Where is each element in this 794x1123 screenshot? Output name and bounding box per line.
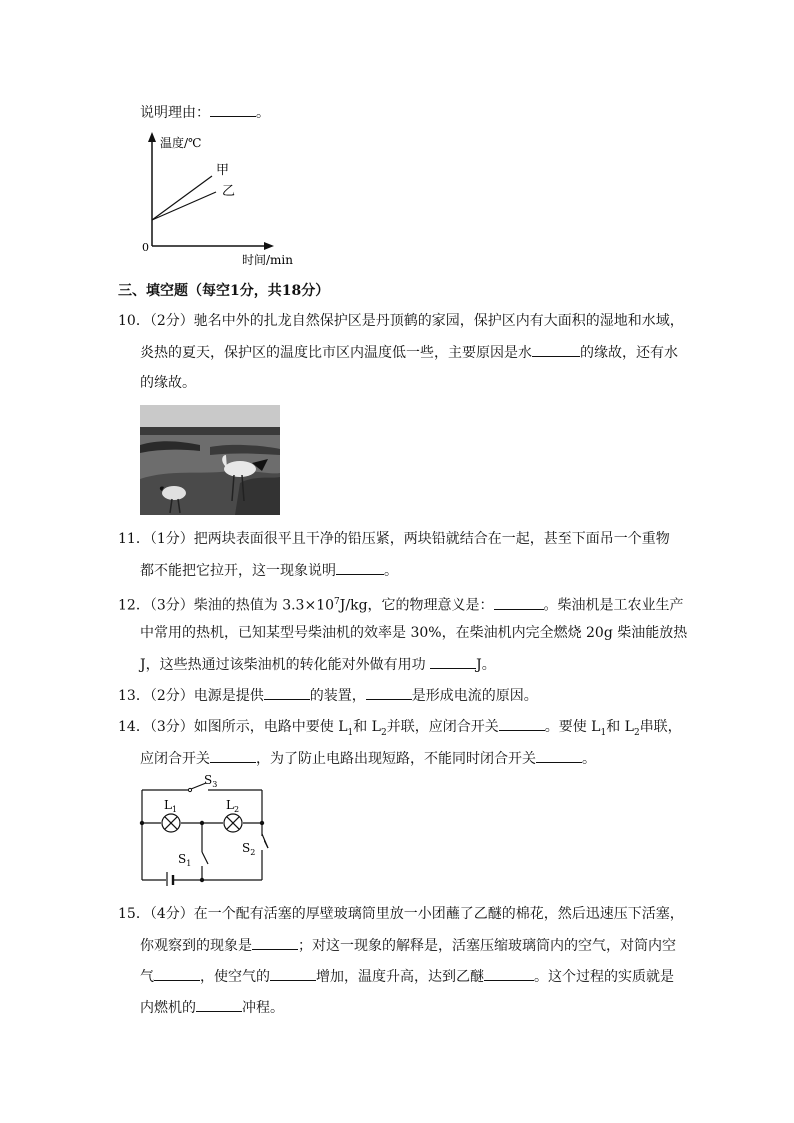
answer-blank xyxy=(499,716,545,731)
l1-label: $L_1$ xyxy=(164,798,178,814)
question-12-line-3: J，这些热通过该柴油机的转化能对外做有用功 J。 xyxy=(140,654,496,675)
question-10-line-3: 的缘故。 xyxy=(140,375,196,391)
s3-label: $S_3$ xyxy=(204,774,218,789)
series-label-jia: 甲 xyxy=(216,163,230,178)
question-14-line-2: 应闭合开关 ，为了防止电路出现短路，不能同时闭合开关 。 xyxy=(140,748,596,769)
question-14-line-1: 14．（3分）如图所示，电路中要使 $L_1$和 $L_2$并联，应闭合开关 。要使 $L_1$和 $L_2$串联， xyxy=(118,716,682,743)
crane-photo xyxy=(140,405,280,515)
question-15-line-4: 内燃机的 冲程。 xyxy=(140,997,284,1018)
question-15-line-1: 15．（4分）在一个配有活塞的厚壁玻璃筒里放一小团蘸了乙醚的棉花，然后迅速压下活塞， xyxy=(118,906,684,922)
s1-label: $S_1$ xyxy=(178,852,192,868)
l2-label: $L_2$ xyxy=(226,798,240,814)
answer-blank xyxy=(430,654,476,669)
intro-line: 说明理由： 。 xyxy=(140,102,270,123)
question-10-line-1: 10．（2分）驰名中外的扎龙自然保护区是丹顶鹤的家园，保护区内有大面积的湿地和水域， xyxy=(118,313,684,329)
answer-blank xyxy=(366,685,412,700)
crane-body-small xyxy=(162,486,186,500)
series-label-yi: 乙 xyxy=(222,184,236,199)
answer-blank xyxy=(270,966,316,981)
question-12-line-2: 中常用的热机，已知某型号柴油机的效率是 30%，在柴油机内完全燃烧 20g 柴油能放热 xyxy=(140,625,688,641)
question-11-line-1: 11．（1分）把两块表面很平且干净的铅压紧，两块铅就结合在一起，甚至下面吊一个重物 xyxy=(118,531,670,547)
question-15-line-2: 你观察到的现象是 ；对这一现象的解释是，活塞压缩玻璃筒内的空气，对筒内空 xyxy=(140,935,676,956)
y-axis-arrow xyxy=(148,132,156,142)
question-score: （2分） xyxy=(149,313,194,329)
answer-blank xyxy=(484,966,534,981)
question-number: 12． xyxy=(118,597,150,614)
x-axis-arrow xyxy=(264,242,274,250)
question-score: （1分） xyxy=(149,531,194,547)
question-12-line-1: 12．（3分）柴油的热值为 $3.3\times 10^7J/kg$，它的物理意义是： 。柴油机是工农业生产 xyxy=(118,592,684,616)
question-number: 13． xyxy=(118,688,150,704)
intro-text: 说明理由： xyxy=(140,105,210,121)
question-number: 10． xyxy=(118,313,150,329)
question-11-line-2: 都不能把它拉开，这一现象说明 。 xyxy=(140,560,398,581)
answer-blank xyxy=(536,748,582,763)
answer-blank xyxy=(336,560,384,575)
circuit-diagram xyxy=(136,774,276,886)
temperature-time-graph xyxy=(130,130,310,270)
question-score: （2分） xyxy=(149,688,194,704)
question-15-line-3: 气 ，使空气的 增加，温度升高，达到乙醚 。这个过程的实质就是 xyxy=(140,966,674,987)
question-10-line-2: 炎热的夏天，保护区的温度比市区内温度低一些，主要原因是水 的缘故，还有水 xyxy=(140,342,678,363)
answer-blank xyxy=(532,342,580,357)
question-13-line-1: 13．（2分）电源是提供 的装置， 是形成电流的原因。 xyxy=(118,685,538,706)
question-score: （4分） xyxy=(149,906,194,922)
origin-label: 0 xyxy=(142,241,149,254)
answer-blank xyxy=(494,595,544,610)
y-axis-label: 温度/℃ xyxy=(160,136,202,150)
answer-blank xyxy=(210,102,256,117)
question-number: 15． xyxy=(118,906,150,922)
answer-blank xyxy=(154,966,200,981)
question-score: （3分） xyxy=(149,719,194,735)
answer-blank xyxy=(252,935,298,950)
crane-body xyxy=(224,461,256,477)
s2-label: $S_2$ xyxy=(242,841,256,857)
answer-blank xyxy=(210,748,256,763)
question-number: 11． xyxy=(118,531,150,547)
question-number: 14． xyxy=(118,719,150,735)
x-axis-label: 时间/min xyxy=(242,253,293,267)
section-title: 三、填空题（每空1分，共18分） xyxy=(118,283,330,299)
answer-blank xyxy=(196,997,242,1012)
answer-blank xyxy=(264,685,310,700)
question-score: （3分） xyxy=(149,597,194,614)
